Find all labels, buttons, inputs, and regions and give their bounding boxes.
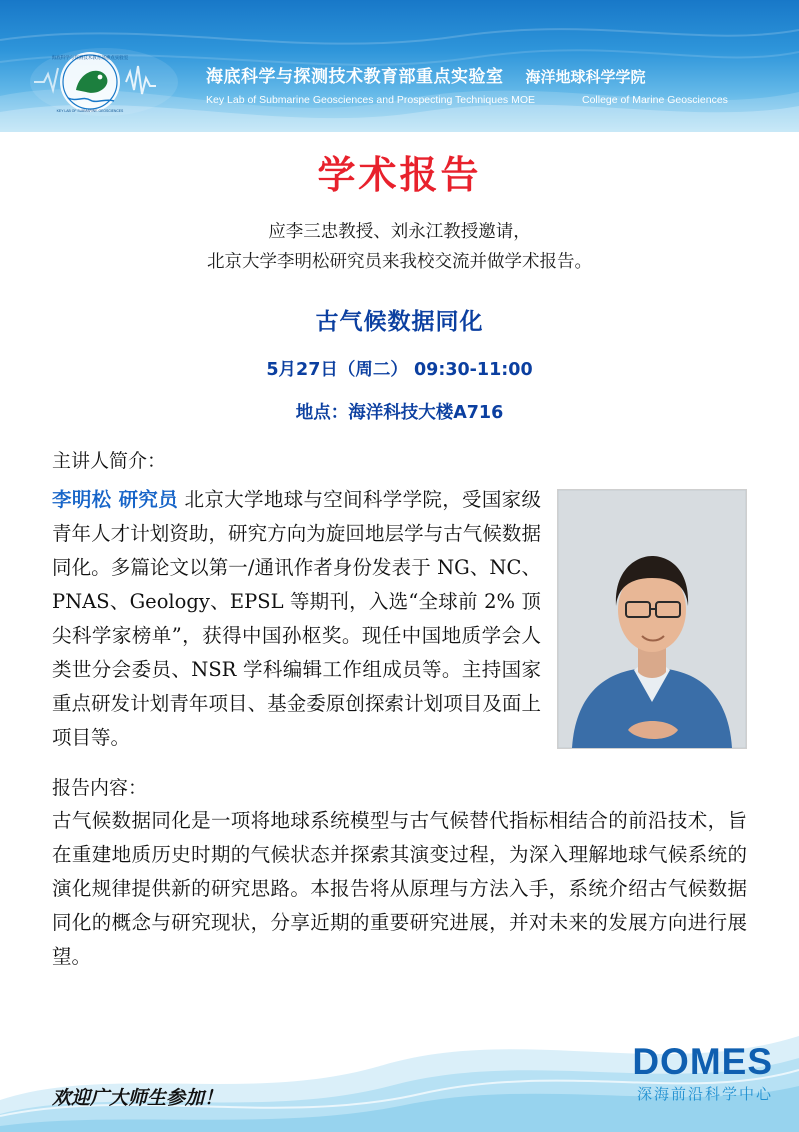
domes-wordmark: DOMES <box>632 1041 773 1082</box>
speaker-bio-body: 北京大学地球与空间科学学院，受国家级青年人才计划资助，研究方向为旋回地层学与古气候数据同化。多篇论文以第一/通讯作者身份发表于 NG、NC、PNAS、Geology、EPSL 等期刊，入选“全球前 2% 顶尖科学家榜单”，获得中国孙枢奖。现任中国地质学会人类世分会委员、NSR 学科编辑工作组成员等。主持国家重点研发计划青年项目、基金委原创探索计划项目及面上项目等。 <box>52 488 541 749</box>
abstract-section-label: 报告内容： <box>52 777 148 799</box>
header-titles <box>206 62 786 106</box>
invitation-text <box>0 217 799 277</box>
abstract-text: 古气候数据同化是一项将地球系统模型与古气候替代指标相结合的前沿技术，旨在重建地质历史时期的气候状态并探索其演变过程，为深入理解地球气候系统的演化规律提供新的研究思路。本报告将从原理与方法入手，系统介绍古气候数据同化的概念与研究现状，分享近期的重要研究进展，并对未来的发展方向进行展望。 <box>52 809 747 968</box>
speaker-name: 李明松 研究员 <box>52 488 179 511</box>
svg-text:海底科学与探测技术教育部重点实验室: 海底科学与探测技术教育部重点实验室 <box>51 56 129 61</box>
svg-text:KEY LAB OF SUBMARINE GEOSCIENC: KEY LAB OF SUBMARINE GEOSCIENCES <box>56 109 124 113</box>
lab-name-cn: 海底科学与探测技术教育部重点实验室 <box>206 67 504 87</box>
college-name-cn: 海洋地球科学学院 <box>525 68 646 86</box>
lab-seal-logo <box>28 46 180 118</box>
poster-content <box>0 132 799 974</box>
domes-center-name: 深海前沿科学中心 <box>636 1085 773 1103</box>
college-name-en: College of Marine Geosciences <box>582 94 728 106</box>
lab-name-en: Key Lab of Submarine Geosciences and Prospecting Techniques MOE <box>206 94 535 106</box>
invitation-line-1: 应李三忠教授、刘永江教授邀请， <box>268 222 531 242</box>
talk-location: 地点：海洋科技大楼A716 <box>295 403 504 423</box>
welcome-note: 欢迎广大师生参加！ <box>52 1087 224 1109</box>
invitation-line-2: 北京大学李明松研究员来我校交流并做学术报告。 <box>207 252 592 272</box>
talk-title: 古气候数据同化 <box>315 309 484 335</box>
domes-brand-logo <box>632 1043 773 1104</box>
page-title: 学术报告 <box>317 153 482 197</box>
speaker-portrait <box>557 489 747 749</box>
speaker-bio-block <box>52 483 747 755</box>
talk-time: 5月27日（周二） 09:30-11:00 <box>266 360 533 380</box>
speaker-section-label: 主讲人简介： <box>52 450 167 472</box>
